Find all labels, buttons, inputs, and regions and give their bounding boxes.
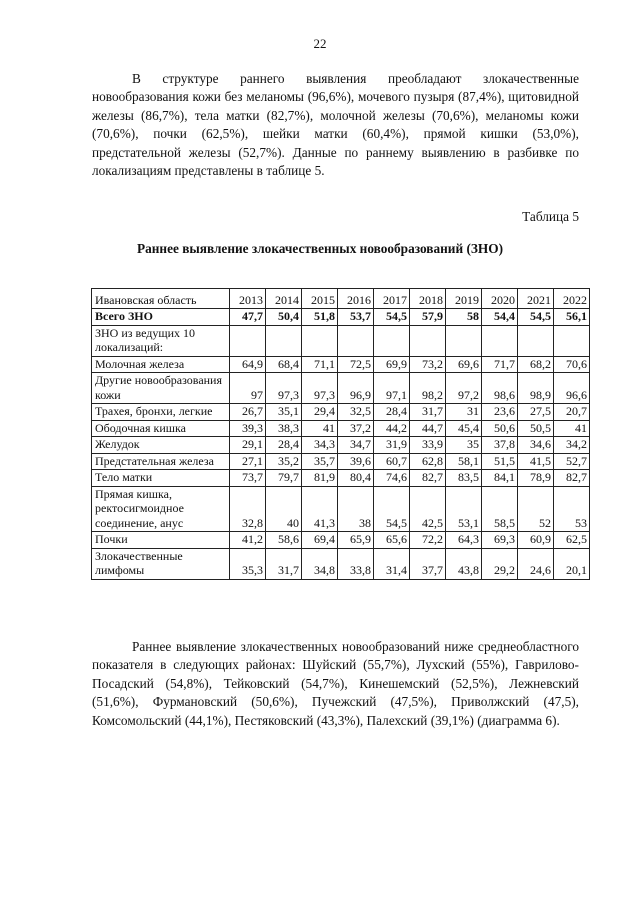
row-label-cell: Тело матки (92, 470, 230, 487)
value-cell: 53,7 (338, 309, 374, 326)
value-cell: 97,2 (446, 373, 482, 404)
value-cell: 69,6 (446, 356, 482, 373)
value-cell: 37,7 (410, 548, 446, 579)
value-cell: 44,7 (410, 420, 446, 437)
value-cell: 41,3 (302, 486, 338, 532)
value-cell: 97,3 (266, 373, 302, 404)
value-cell: 29,2 (482, 548, 518, 579)
value-cell: 44,2 (374, 420, 410, 437)
value-cell: 45,4 (446, 420, 482, 437)
value-cell (374, 325, 410, 356)
table-caption: Таблица 5 (522, 209, 579, 224)
page-number: 22 (313, 36, 327, 51)
value-cell: 82,7 (554, 470, 590, 487)
intro-paragraph: В структуре раннего выявления преобладают злокачественные новообразования кожи без меланомы (96,6%), мочевого пузыря (87,4%), щитовидной железы (86,7%), тела матки (82,7%), молочной железы (70,6%), меланомы кожи (70,6%), почки (62,5%), шейки матки (60,4%), прямой кишки (53,0%), предстательной железы (52,7%). Данные по раннему выявлению в разбивке по локализациям представлены в таблице 5. (92, 71, 579, 179)
value-cell: 68,4 (266, 356, 302, 373)
value-cell: 68,2 (518, 356, 554, 373)
value-cell: 82,7 (410, 470, 446, 487)
value-cell: 32,5 (338, 404, 374, 421)
value-cell: 43,8 (446, 548, 482, 579)
table-row (92, 470, 590, 487)
value-cell: 41,2 (230, 532, 266, 549)
value-cell: 54,5 (518, 309, 554, 326)
closing-paragraph: Раннее выявление злокачественных новообразований ниже среднеобластного показателя в следующих районах: Шуйский (55,7%), Лухский (55%), Гаврилово-Посадский (54,8%), Тейковский (54,7%), Кинешемский (52,5%), Лежневский (51,6%), Фурмановский (50,6%), Пучежский (47,5%), Приволжский (47,5), Комсомольский (44,1%), Пестяковский (43,3%), Палехский (39,1%) (диаграмма 6). (92, 639, 579, 728)
value-cell: 69,9 (374, 356, 410, 373)
value-cell (554, 325, 590, 356)
value-cell: 33,9 (410, 437, 446, 454)
value-cell: 35 (446, 437, 482, 454)
table-row (92, 309, 590, 326)
value-cell: 70,6 (554, 356, 590, 373)
value-cell: 35,3 (230, 548, 266, 579)
value-cell: 32,8 (230, 486, 266, 532)
value-cell: 27,5 (518, 404, 554, 421)
value-cell: 54,5 (374, 486, 410, 532)
value-cell: 58,1 (446, 453, 482, 470)
value-cell: 73,2 (410, 356, 446, 373)
value-cell: 34,3 (302, 437, 338, 454)
value-cell: 39,6 (338, 453, 374, 470)
value-cell: 20,7 (554, 404, 590, 421)
value-cell: 31,7 (266, 548, 302, 579)
value-cell: 26,7 (230, 404, 266, 421)
value-cell: 71,1 (302, 356, 338, 373)
row-label-cell: Прямая кишка, ректосигмоидное соединение, анус (92, 486, 230, 532)
row-label-cell: Злокачественные лимфомы (92, 548, 230, 579)
value-cell: 54,4 (482, 309, 518, 326)
value-cell: 50,5 (518, 420, 554, 437)
header-year-cell: 2019 (446, 289, 482, 309)
value-cell: 47,7 (230, 309, 266, 326)
value-cell: 41,5 (518, 453, 554, 470)
value-cell: 64,9 (230, 356, 266, 373)
row-label-cell: Молочная железа (92, 356, 230, 373)
value-cell: 51,8 (302, 309, 338, 326)
header-year-cell: 2017 (374, 289, 410, 309)
value-cell: 58,6 (266, 532, 302, 549)
table-title: Раннее выявление злокачественных новообразований (ЗНО) (136, 241, 503, 256)
value-cell: 53 (554, 486, 590, 532)
table-row (92, 548, 590, 579)
value-cell: 60,9 (518, 532, 554, 549)
value-cell: 31 (446, 404, 482, 421)
value-cell: 35,2 (266, 453, 302, 470)
value-cell: 50,6 (482, 420, 518, 437)
row-label-cell: ЗНО из ведущих 10 локализаций: (92, 325, 230, 356)
value-cell: 34,2 (554, 437, 590, 454)
row-label-cell: Почки (92, 532, 230, 549)
table-row (92, 420, 590, 437)
table-row (92, 325, 590, 356)
value-cell: 31,9 (374, 437, 410, 454)
header-year-cell: 2020 (482, 289, 518, 309)
table-header-row (92, 289, 590, 309)
value-cell (338, 325, 374, 356)
value-cell: 58,5 (482, 486, 518, 532)
value-cell: 57,9 (410, 309, 446, 326)
header-year-cell: 2022 (554, 289, 590, 309)
header-year-cell: 2018 (410, 289, 446, 309)
value-cell: 28,4 (374, 404, 410, 421)
value-cell: 39,3 (230, 420, 266, 437)
table-row (92, 404, 590, 421)
value-cell: 78,9 (518, 470, 554, 487)
value-cell: 37,8 (482, 437, 518, 454)
value-cell: 64,3 (446, 532, 482, 549)
value-cell: 80,4 (338, 470, 374, 487)
table-body (92, 289, 590, 580)
header-year-cell: 2015 (302, 289, 338, 309)
value-cell: 31,7 (410, 404, 446, 421)
value-cell: 23,6 (482, 404, 518, 421)
value-cell: 60,7 (374, 453, 410, 470)
row-label-cell: Ободочная кишка (92, 420, 230, 437)
value-cell: 79,7 (266, 470, 302, 487)
row-label-cell: Желудок (92, 437, 230, 454)
value-cell (302, 325, 338, 356)
value-cell: 74,6 (374, 470, 410, 487)
value-cell: 33,8 (338, 548, 374, 579)
value-cell: 35,1 (266, 404, 302, 421)
value-cell: 27,1 (230, 453, 266, 470)
value-cell: 53,1 (446, 486, 482, 532)
header-year-cell: 2021 (518, 289, 554, 309)
value-cell: 35,7 (302, 453, 338, 470)
row-label-cell: Трахея, бронхи, легкие (92, 404, 230, 421)
value-cell: 97 (230, 373, 266, 404)
value-cell: 69,3 (482, 532, 518, 549)
value-cell: 72,5 (338, 356, 374, 373)
value-cell: 62,8 (410, 453, 446, 470)
value-cell: 34,7 (338, 437, 374, 454)
value-cell: 97,1 (374, 373, 410, 404)
row-label-cell: Всего ЗНО (92, 309, 230, 326)
value-cell: 98,2 (410, 373, 446, 404)
value-cell (410, 325, 446, 356)
value-cell: 42,5 (410, 486, 446, 532)
value-cell: 41 (554, 420, 590, 437)
value-cell: 29,1 (230, 437, 266, 454)
value-cell: 52 (518, 486, 554, 532)
value-cell: 28,4 (266, 437, 302, 454)
value-cell: 72,2 (410, 532, 446, 549)
value-cell: 58 (446, 309, 482, 326)
table-row (92, 453, 590, 470)
value-cell: 84,1 (482, 470, 518, 487)
value-cell: 71,7 (482, 356, 518, 373)
value-cell: 54,5 (374, 309, 410, 326)
header-region-cell: Ивановская область (92, 289, 230, 309)
value-cell: 81,9 (302, 470, 338, 487)
value-cell: 62,5 (554, 532, 590, 549)
value-cell: 29,4 (302, 404, 338, 421)
early-detection-table (91, 288, 590, 580)
header-year-cell: 2014 (266, 289, 302, 309)
value-cell: 41 (302, 420, 338, 437)
value-cell (230, 325, 266, 356)
value-cell: 98,6 (482, 373, 518, 404)
value-cell: 52,7 (554, 453, 590, 470)
value-cell: 73,7 (230, 470, 266, 487)
value-cell: 38 (338, 486, 374, 532)
row-label-cell: Предстательная железа (92, 453, 230, 470)
value-cell (266, 325, 302, 356)
value-cell: 34,8 (302, 548, 338, 579)
header-year-cell: 2016 (338, 289, 374, 309)
value-cell: 37,2 (338, 420, 374, 437)
value-cell: 56,1 (554, 309, 590, 326)
value-cell: 69,4 (302, 532, 338, 549)
value-cell: 83,5 (446, 470, 482, 487)
value-cell: 40 (266, 486, 302, 532)
value-cell: 65,6 (374, 532, 410, 549)
table-row (92, 356, 590, 373)
value-cell: 96,6 (554, 373, 590, 404)
value-cell: 65,9 (338, 532, 374, 549)
table-row (92, 486, 590, 532)
value-cell (518, 325, 554, 356)
value-cell: 31,4 (374, 548, 410, 579)
table-row (92, 373, 590, 404)
table-row (92, 532, 590, 549)
table-row (92, 437, 590, 454)
value-cell: 38,3 (266, 420, 302, 437)
value-cell: 34,6 (518, 437, 554, 454)
value-cell: 51,5 (482, 453, 518, 470)
value-cell: 20,1 (554, 548, 590, 579)
value-cell: 98,9 (518, 373, 554, 404)
value-cell: 50,4 (266, 309, 302, 326)
header-year-cell: 2013 (230, 289, 266, 309)
value-cell: 97,3 (302, 373, 338, 404)
value-cell (482, 325, 518, 356)
value-cell: 24,6 (518, 548, 554, 579)
row-label-cell: Другие новообразования кожи (92, 373, 230, 404)
value-cell: 96,9 (338, 373, 374, 404)
value-cell (446, 325, 482, 356)
